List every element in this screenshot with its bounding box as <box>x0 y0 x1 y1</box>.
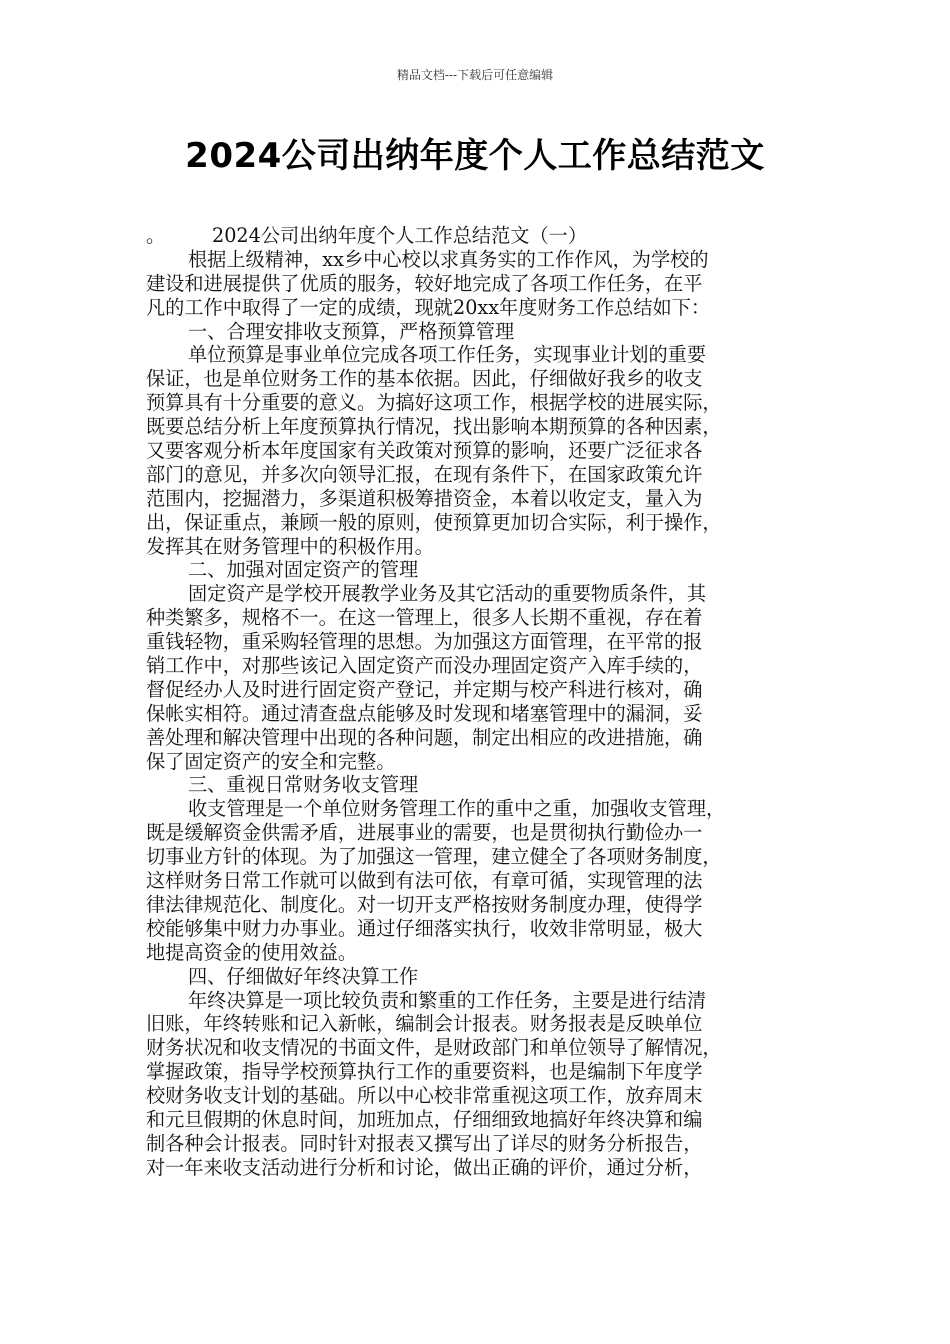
body-line: 既要总结分析上年度预算执行情况，找出影响本期预算的各种因素， <box>146 415 722 439</box>
body-line: 年终决算是一项比较负责和繁重的工作任务，主要是进行结清 <box>188 988 707 1012</box>
body-line: 重钱轻物，重采购轻管理的思想。为加强这方面管理，在平常的报 <box>146 630 703 654</box>
body-line: 保证，也是单位财务工作的基本依据。因此，仔细做好我乡的收支 <box>146 367 703 391</box>
body-line: 保帐实相符。通过清查盘点能够及时发现和堵塞管理中的漏洞，妥 <box>146 701 703 725</box>
body-line: 旧账，年终转账和记入新帐，编制会计报表。财务报表是反映单位 <box>146 1012 703 1036</box>
body-line: 根据上级精神，xx乡中心校以求真务实的工作作风，为学校的 <box>188 247 709 271</box>
body-line: 对一年来收支活动进行分析和讨论，做出正确的评价，通过分析， <box>146 1155 703 1179</box>
body-line: 发挥其在财务管理中的积极作用。 <box>146 534 434 558</box>
body-line: 律法律规范化、制度化。对一切开支严格按财务制度办理，使得学 <box>146 892 703 916</box>
section-heading: 三、重视日常财务收支管理 <box>188 773 419 797</box>
body-line: 既是缓解资金供需矛盾，进展事业的需要，也是贯彻执行勤俭办一 <box>146 821 703 845</box>
body-line: 校财务收支计划的基础。所以中心校非常重视这项工作，放弃周末 <box>146 1084 703 1108</box>
body-line: 这样财务日常工作就可以做到有法可依，有章可循，实现管理的法 <box>146 869 703 893</box>
section-heading: 四、仔细做好年终决算工作 <box>188 964 419 988</box>
body-line: 制各种会计报表。同时针对报表又撰写出了详尽的财务分析报告， <box>146 1131 703 1155</box>
body-line: 保了固定资产的安全和完整。 <box>146 749 396 773</box>
subtitle-prefix: 。 <box>146 224 166 247</box>
body-line: 范围内，挖掘潜力，多渠道积极筹措资金，本着以收定支，量入为 <box>146 486 703 510</box>
subtitle: 2024公司出纳年度个人工作总结范文（一） <box>212 224 588 247</box>
body-line: 建设和进展提供了优质的服务，较好地完成了各项工作任务，在平 <box>146 271 703 295</box>
section-heading: 一、合理安排收支预算，严格预算管理 <box>188 319 515 343</box>
document-title: 2024公司出纳年度个人工作总结范文 <box>185 136 765 176</box>
body-line: 固定资产是学校开展教学业务及其它活动的重要物质条件，其 <box>188 582 707 606</box>
body-line: 部门的意见，并多次向领导汇报，在现有条件下，在国家政策允许 <box>146 462 703 486</box>
body-line: 督促经办人及时进行固定资产登记，并定期与校产科进行核对，确 <box>146 677 703 701</box>
subtitle-line <box>146 224 824 248</box>
body-line: 善处理和解决管理中出现的各种问题，制定出相应的改进措施，确 <box>146 725 703 749</box>
body-line: 收支管理是一个单位财务管理工作的重中之重，加强收支管理， <box>188 797 726 821</box>
body-line: 出，保证重点，兼顾一般的原则，使预算更加切合实际，利于操作， <box>146 510 722 534</box>
body-line: 又要客观分析本年度国家有关政策对预算的影响，还要广泛征求各 <box>146 439 703 463</box>
body-line: 预算具有十分重要的意义。为搞好这项工作，根据学校的进展实际， <box>146 391 722 415</box>
body-line: 地提高资金的使用效益。 <box>146 940 358 964</box>
body-line: 凡的工作中取得了一定的成绩，现就20xx年度财务工作总结如下： <box>146 295 711 319</box>
document-body <box>146 224 824 1180</box>
body-line: 财务状况和收支情况的书面文件，是财政部门和单位领导了解情况， <box>146 1036 722 1060</box>
body-line: 切事业方针的体现。为了加强这一管理，建立健全了各项财务制度， <box>146 845 722 869</box>
section-heading: 二、加强对固定资产的管理 <box>188 558 419 582</box>
body-line: 校能够集中财力办事业。通过仔细落实执行，收效非常明显，极大 <box>146 916 703 940</box>
body-line: 单位预算是事业单位完成各项工作任务，实现事业计划的重要 <box>188 343 707 367</box>
body-line: 种类繁多，规格不一。在这一管理上，很多人长期不重视，存在着 <box>146 606 703 630</box>
body-line: 销工作中，对那些该记入固定资产而没办理固定资产入库手续的， <box>146 654 703 678</box>
body-line: 和元旦假期的休息时间，加班加点，仔细细致地搞好年终决算和编 <box>146 1107 703 1131</box>
body-line: 掌握政策，指导学校预算执行工作的重要资料，也是编制下年度学 <box>146 1060 703 1084</box>
header-note: 精品文档---下载后可任意编辑 <box>396 68 554 82</box>
